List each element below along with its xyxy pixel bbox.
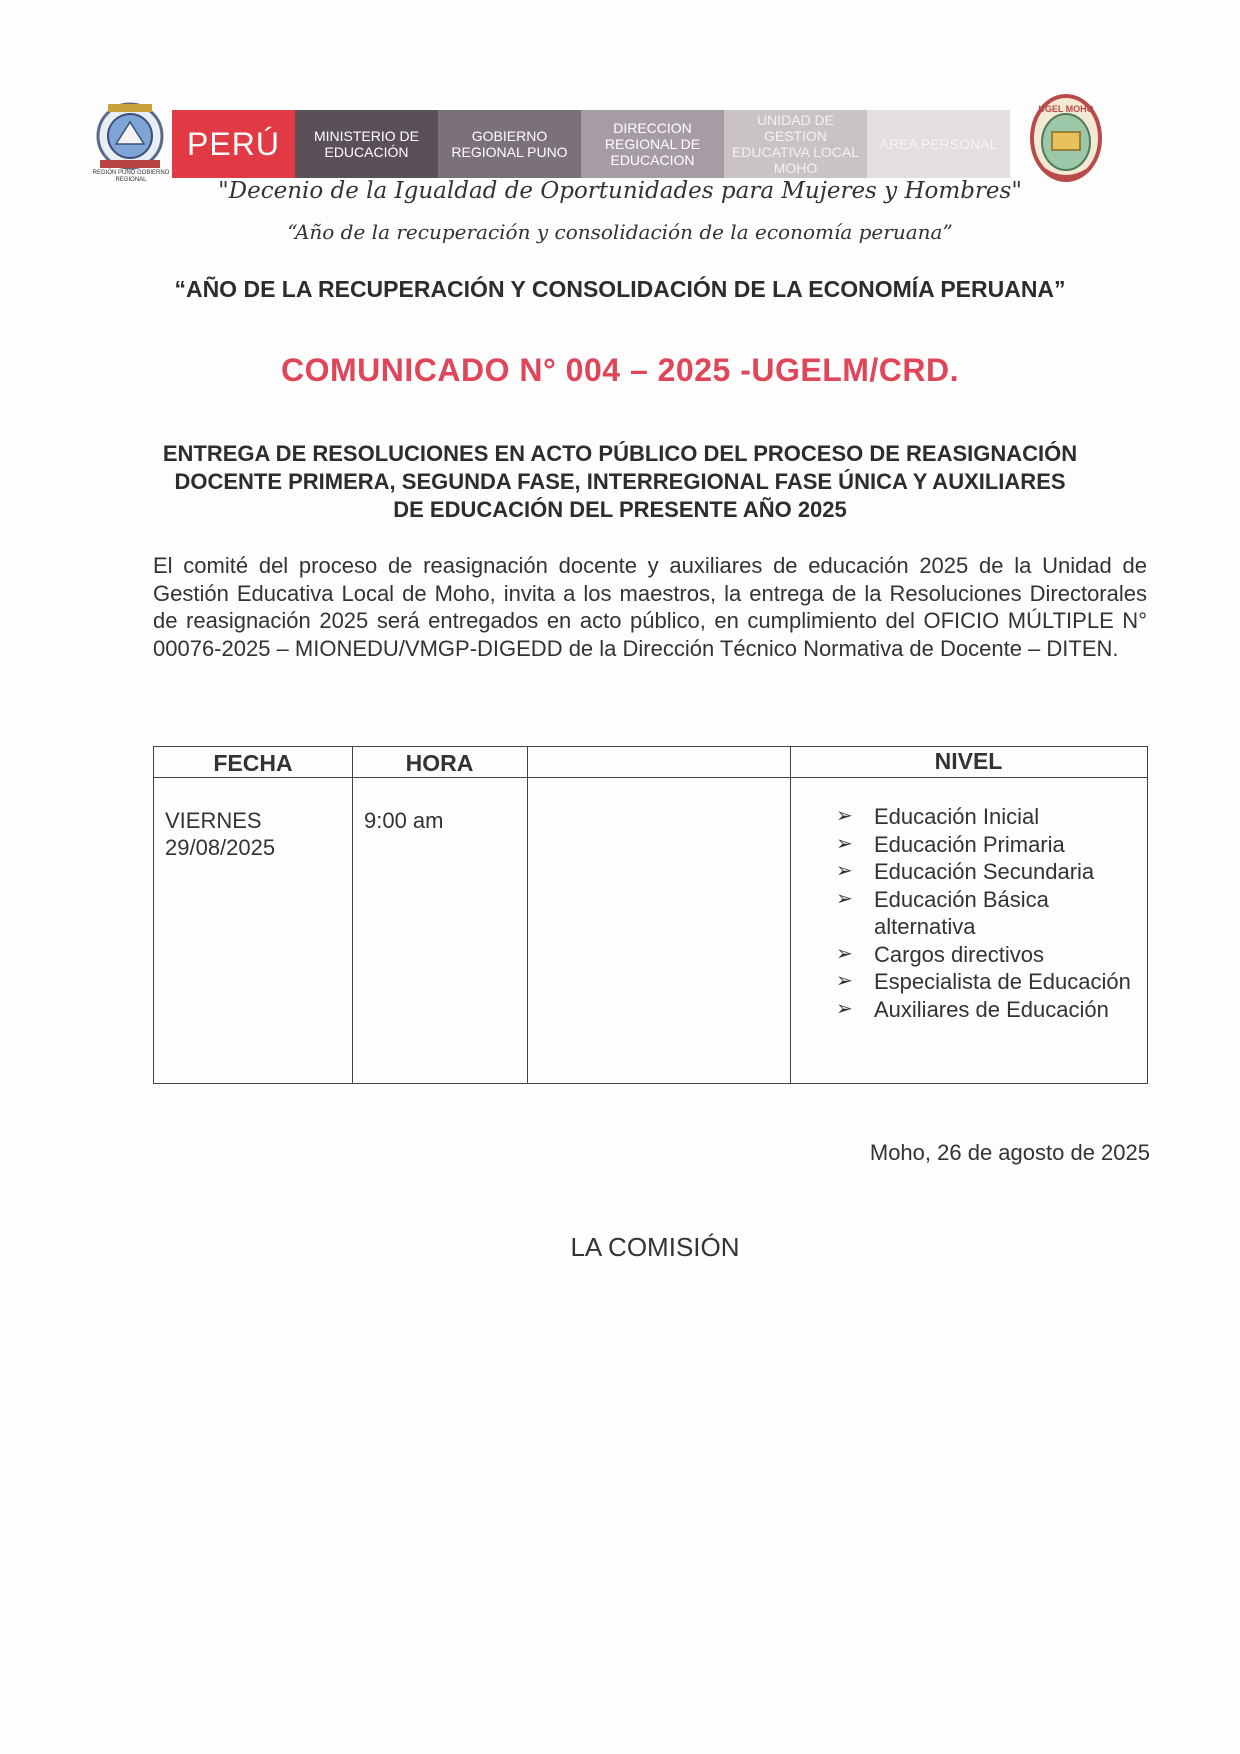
nivel-label: Educación Primaria xyxy=(874,831,1065,857)
list-item xyxy=(836,996,1136,1024)
ugel-logo-text: UGEL MOHO xyxy=(1038,104,1094,114)
decade-motto: "Decenio de la Igualdad de Oportunidades para Mujeres y Hombres" xyxy=(218,178,1022,204)
list-item xyxy=(836,858,1136,886)
nivel-label: Educación Secundaria xyxy=(874,859,1095,884)
table-header-rule xyxy=(154,777,1147,778)
list-item xyxy=(836,831,1136,859)
cell-fecha-day: VIERNES xyxy=(165,808,262,833)
ugel-moho-logo xyxy=(1028,92,1104,184)
institutional-banner xyxy=(172,110,1010,178)
nivel-label: Especialista de Educación xyxy=(874,969,1131,994)
arrow-bullet-icon: ➢ xyxy=(836,942,853,965)
nivel-label: Educación Básica alternativa xyxy=(874,886,1049,939)
banner-peru: PERÚ xyxy=(172,110,295,178)
arrow-bullet-icon: ➢ xyxy=(836,860,853,882)
list-item xyxy=(836,803,1136,831)
cell-hora: 9:00 am xyxy=(364,808,444,833)
arrow-bullet-icon: ➢ xyxy=(836,805,853,827)
banner-ministerio: MINISTERIO DE EDUCACIÓN xyxy=(295,110,438,178)
nivel-label: Auxiliares de Educación xyxy=(874,996,1109,1022)
list-item xyxy=(836,886,1136,941)
subject-heading: ENTREGA DE RESOLUCIONES EN ACTO PÚBLICO DEL PROCESO DE REASIGNACIÓN DOCENTE PRIMERA, SEGUNDA FASE, INTERREGIONAL FASE ÚNICA Y AUXILIARES DE EDUCACIÓN DEL PRESENTE AÑO 2025 xyxy=(162,441,1078,522)
banner-area-personal: AREA PERSONAL xyxy=(867,110,1010,178)
nivel-label: Cargos directivos xyxy=(874,941,1044,967)
body-paragraph: El comité del proceso de reasignación docente y auxiliares de educación 2025 de la Unidad de Gestión Educativa Local de Moho, invita a los maestros, la entrega de la Resoluciones Directorales de reasignación 2025 será entregados en acto público, en cumplimiento del OFICIO MÚLTIPLE N° 00076-2025 – MIONEDU/VMGP-DIGEDD de la Dirección Técnico Normativa de Docente – DITEN. xyxy=(153,553,1147,661)
year-title: “AÑO DE LA RECUPERACIÓN Y CONSOLIDACIÓN DE LA ECONOMÍA PERUANA” xyxy=(174,276,1066,302)
nivel-label: Educación Inicial xyxy=(874,804,1040,829)
list-item xyxy=(836,941,1136,969)
list-item xyxy=(836,968,1136,996)
arrow-bullet-icon: ➢ xyxy=(836,832,853,855)
banner-ugel-moho: UNIDAD DE GESTION EDUCATIVA LOCAL MOHO xyxy=(724,110,867,178)
table-divider xyxy=(527,747,528,1083)
arrow-bullet-icon: ➢ xyxy=(836,997,853,1020)
header-hora: HORA xyxy=(405,750,474,776)
cell-fecha-date: 29/08/2025 xyxy=(165,835,276,860)
header-fecha: FECHA xyxy=(213,750,293,776)
nivel-list xyxy=(836,803,1136,1023)
header-empty xyxy=(527,749,790,777)
banner-gobierno-regional: GOBIERNO REGIONAL PUNO xyxy=(438,110,581,178)
table-divider xyxy=(790,747,791,1083)
signer: LA COMISIÓN xyxy=(570,1232,740,1262)
table-divider xyxy=(352,747,353,1083)
arrow-bullet-icon: ➢ xyxy=(836,887,853,910)
place-and-date: Moho, 26 de agosto de 2025 xyxy=(869,1140,1150,1165)
comunicado-title: COMUNICADO N° 004 – 2025 -UGELM/CRD. xyxy=(280,352,960,388)
header-nivel: NIVEL xyxy=(934,748,1003,774)
year-motto-italic: “Año de la recuperación y consolidación de la economía peruana” xyxy=(287,220,953,244)
banner-direccion-regional: DIRECCION REGIONAL DE EDUCACION xyxy=(581,110,724,178)
arrow-bullet-icon: ➢ xyxy=(836,970,853,992)
regional-logo-caption: REGIÓN PUNO GOBIERNO REGIONAL xyxy=(92,170,170,183)
schedule-table xyxy=(153,746,1148,1084)
